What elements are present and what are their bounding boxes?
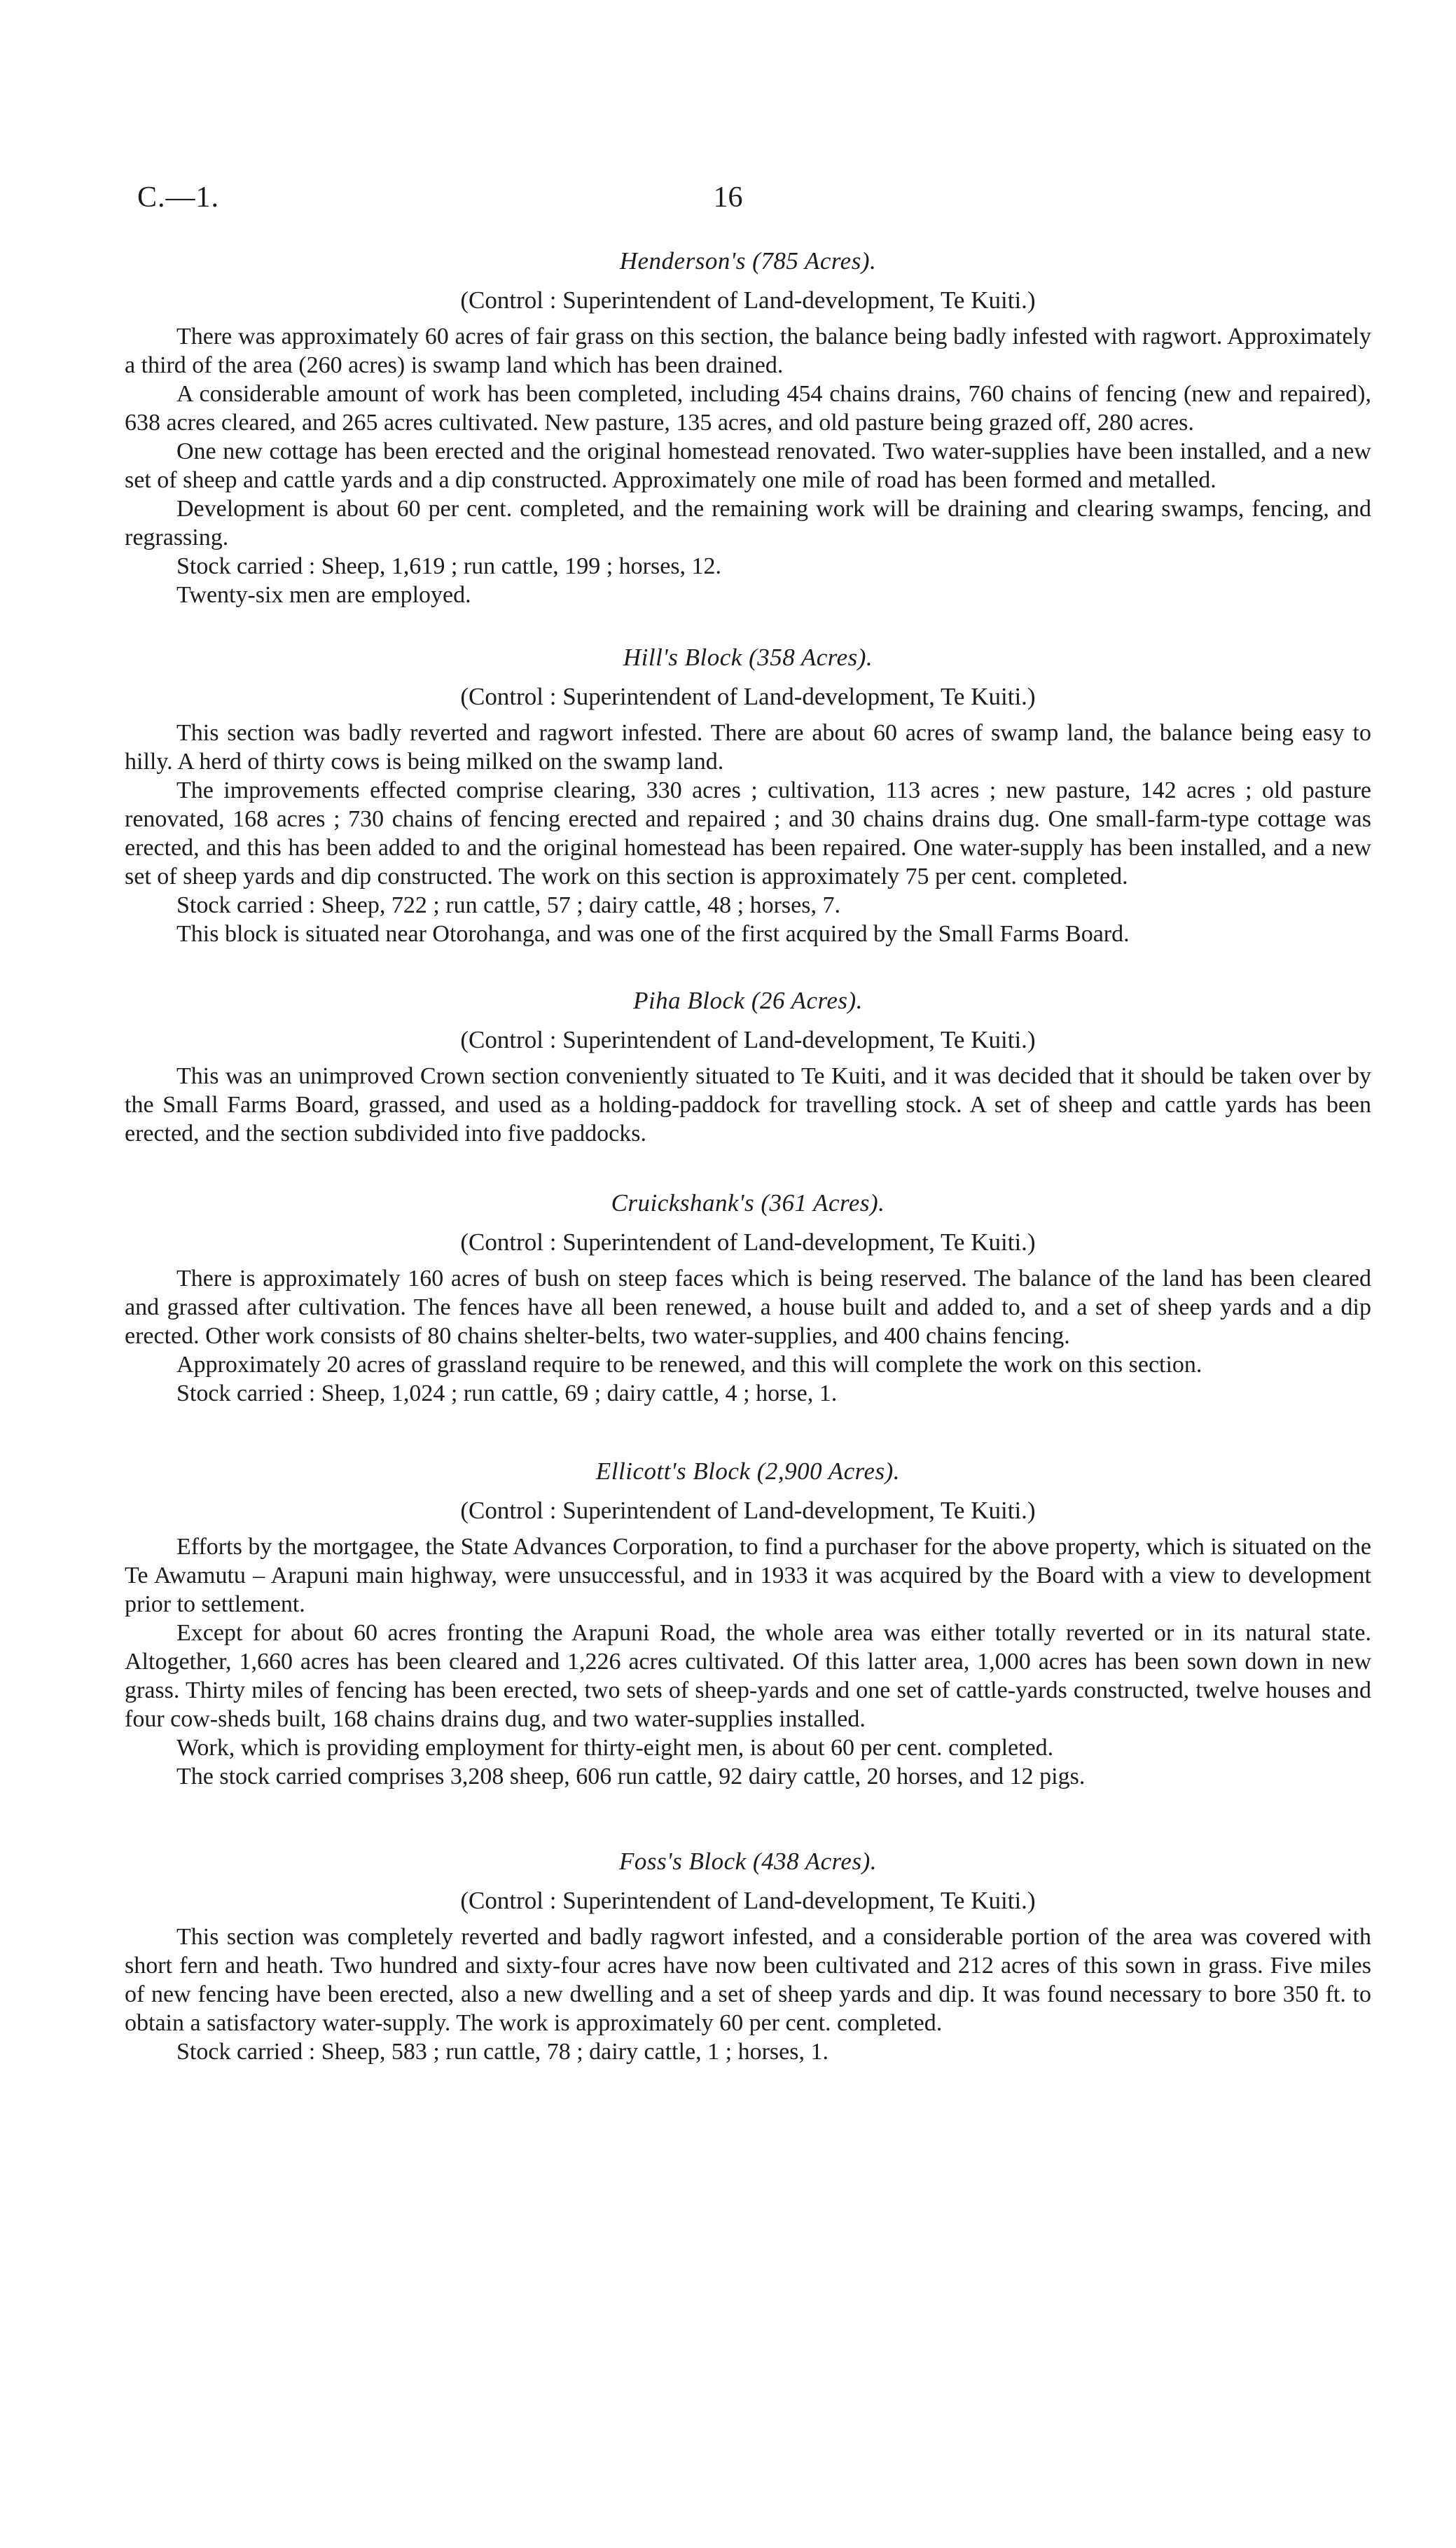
paragraph: There was approximately 60 acres of fair grass on this section, the balance being badly infested with ragwort. Approximately a third of the area (260 acres) is swamp land which has been drained. — [125, 324, 1371, 378]
section-hills-block — [125, 642, 1371, 948]
section-hendersons — [125, 245, 1371, 609]
paragraph: This section was completely reverted and badly ragwort infested, and a considerable portion of the area was covered with short fern and heath. Two hundred and sixty-four acres have now been cultivated and 212 acres of this sown in grass. Five miles of new fencing have been erected, also a new dwelling and a set of sheep yards and dip. It was found necessary to bore 350 ft. to obtain a satisfactory water-supply. The work is approximately 60 per cent. completed. — [125, 1924, 1371, 2036]
paragraph: Development is about 60 per cent. completed, and the remaining work will be draining and clearing swamps, fencing, and regrassing. — [125, 496, 1371, 551]
paragraph: Efforts by the mortgagee, the State Advances Corporation, to find a purchaser for the above property, which is situated on the Te Awamutu – Arapuni main highway, were unsuccessful, and in 1933 it was acquired by the Board with a view to development prior to settlement. — [125, 1534, 1371, 1617]
paragraph: The stock carried comprises 3,208 sheep, 606 run cattle, 92 dairy cattle, 20 horses, and 12 pigs. — [176, 1764, 1086, 1789]
section-foss-block — [125, 1846, 1371, 2066]
paragraph: Stock carried : Sheep, 583 ; run cattle, 78 ; dairy cattle, 1 ; horses, 1. — [176, 2039, 828, 2065]
paragraph: Except for about 60 acres fronting the Arapuni Road, the whole area was either totally reverted or in its natural state. Altogether, 1,660 acres has been cleared and 1,226 acres cultivated. Of this latter area, 1,000 acres has been sown down in new grass. Thirty miles of fencing has been erected, two sets of sheep-yards and one set of cattle-yards constructed, twelve houses and four cow-sheds built, 168 chains drains dug, and two water-supplies installed. — [125, 1620, 1371, 1732]
section-title: Ellicott's Block (2,900 Acres). — [595, 1458, 901, 1485]
section-spacer — [125, 948, 1371, 985]
paragraph: Work, which is providing employment for thirty-eight men, is about 60 per cent. completed. — [176, 1735, 1054, 1761]
section-title: Henderson's (785 Acres). — [619, 247, 877, 275]
paragraph: This was an unimproved Crown section conveniently situated to Te Kuiti, and it was decided that it should be taken over by the Small Farms Board, grassed, and used as a holding-paddock for travelling stock. A set of sheep and cattle yards has been erected, and the section subdivided into five paddocks. — [125, 1063, 1371, 1147]
paragraph: Twenty-six men are employed. — [176, 582, 471, 608]
section-title: Piha Block (26 Acres). — [633, 987, 863, 1014]
section-control: (Control : Superintendent of Land-development, Te Kuiti.) — [460, 683, 1036, 710]
paragraph: Approximately 20 acres of grassland require to be renewed, and this will complete the work on this section. — [176, 1352, 1202, 1378]
section-control: (Control : Superintendent of Land-development, Te Kuiti.) — [460, 1026, 1036, 1053]
paragraph: This section was badly reverted and ragwort infested. There are about 60 acres of swamp land, the balance being easy to hilly. A herd of thirty cows is being milked on the swamp land. — [125, 720, 1371, 775]
section-piha-block — [125, 985, 1371, 1148]
section-title: Cruickshank's (361 Acres). — [611, 1189, 885, 1217]
paragraph: Stock carried : Sheep, 722 ; run cattle, 57 ; dairy cattle, 48 ; horses, 7. — [176, 892, 840, 918]
section-spacer — [125, 1791, 1371, 1846]
page-number: 16 — [713, 181, 743, 214]
page-content — [125, 245, 1371, 2066]
section-spacer — [125, 609, 1371, 642]
paragraph: One new cottage has been erected and the original homestead renovated. Two water-supplies have been installed, and a new set of sheep and cattle yards and a dip constructed. Approximately one mile of road has been formed and metalled. — [125, 438, 1371, 493]
document-reference: C.—1. — [137, 181, 220, 214]
section-title: Hill's Block (358 Acres). — [623, 644, 873, 671]
section-control: (Control : Superintendent of Land-development, Te Kuiti.) — [460, 1887, 1036, 1914]
paragraph: There is approximately 160 acres of bush on steep faces which is being reserved. The balance of the land has been cleared and grassed after cultivation. The fences have all been renewed, a house built and added to, and a set of sheep yards and a dip erected. Other work consists of 80 chains shelter-belts, two water-supplies, and 400 chains fencing. — [125, 1266, 1371, 1349]
section-control: (Control : Superintendent of Land-development, Te Kuiti.) — [460, 286, 1036, 314]
running-head — [0, 181, 1456, 223]
section-control: (Control : Superintendent of Land-development, Te Kuiti.) — [460, 1497, 1036, 1524]
section-spacer — [125, 1148, 1371, 1187]
section-ellicotts-block — [125, 1455, 1371, 1791]
section-control: (Control : Superintendent of Land-development, Te Kuiti.) — [460, 1228, 1036, 1256]
paragraph: Stock carried : Sheep, 1,024 ; run cattle, 69 ; dairy cattle, 4 ; horse, 1. — [176, 1380, 838, 1406]
paragraph: A considerable amount of work has been completed, including 454 chains drains, 760 chains of fencing (new and repaired), 638 acres cleared, and 265 acres cultivated. New pasture, 135 acres, and old pasture being grazed off, 280 acres. — [125, 381, 1371, 436]
paragraph: This block is situated near Otorohanga, and was one of the first acquired by the Small Farms Board. — [176, 921, 1130, 947]
section-title: Foss's Block (438 Acres). — [619, 1848, 877, 1875]
section-spacer — [125, 1408, 1371, 1455]
paragraph: Stock carried : Sheep, 1,619 ; run cattle, 199 ; horses, 12. — [176, 553, 722, 579]
section-cruickshanks — [125, 1187, 1371, 1408]
paragraph: The improvements effected comprise clearing, 330 acres ; cultivation, 113 acres ; new pasture, 142 acres ; old pasture renovated, 168 acres ; 730 chains of fencing erected and repaired ; and 30 chains drains dug. One small-farm-type cottage was erected, and this has been added to and the original homestead has been repaired. One water-supply has been installed, and a new set of sheep yards and dip constructed. The work on this section is approximately 75 per cent. completed. — [125, 777, 1371, 889]
